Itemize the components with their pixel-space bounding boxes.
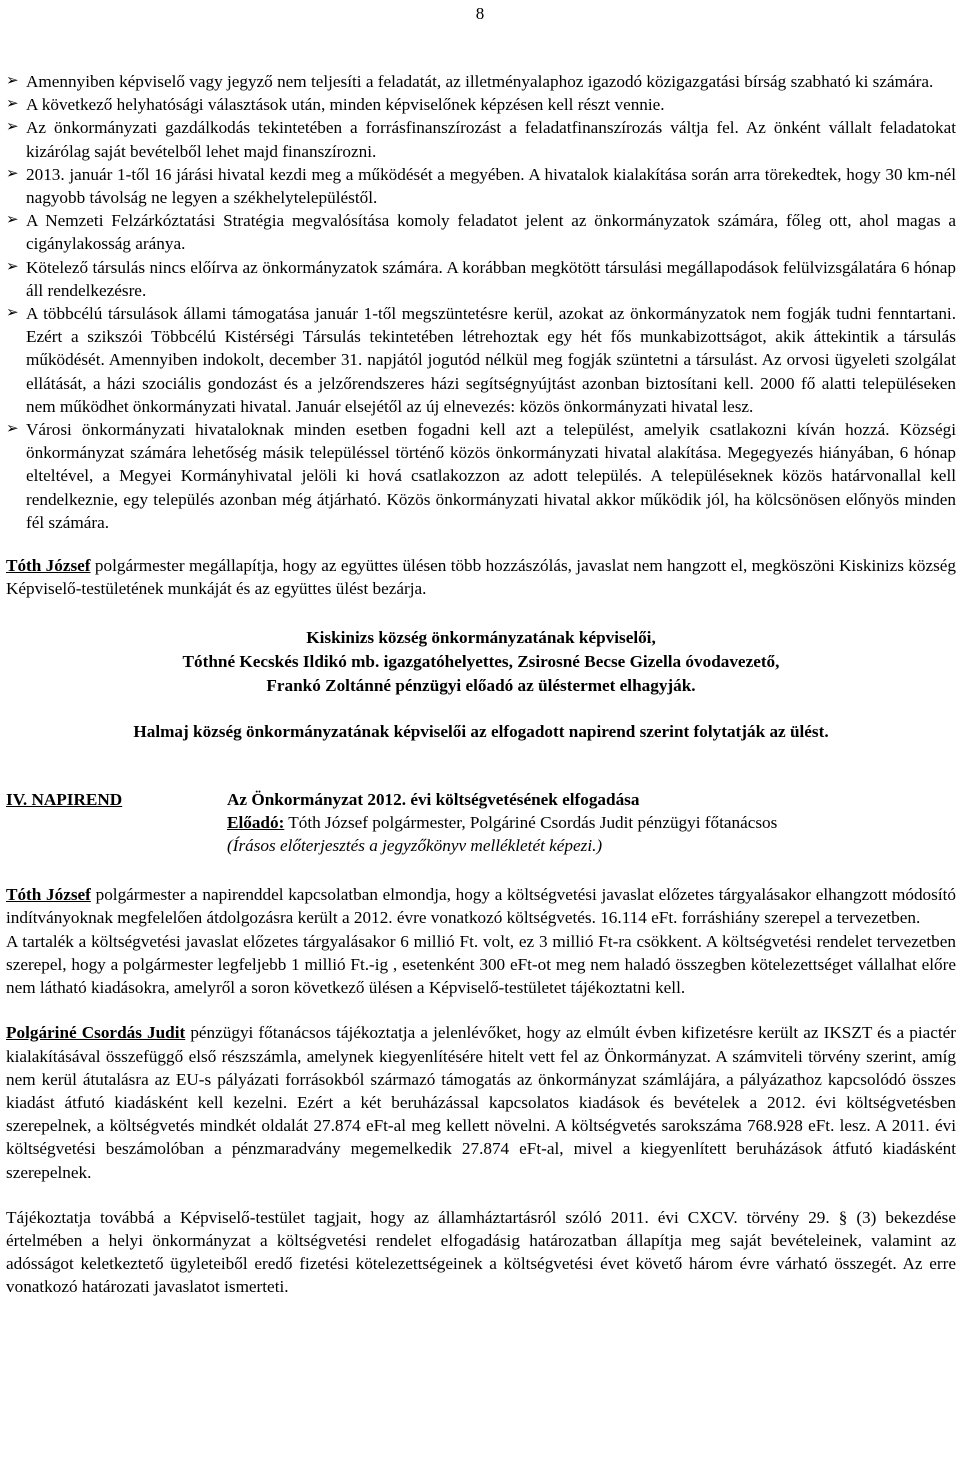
- closing-paragraph: Tóth József polgármester megállapítja, hogy az együttes ülésen több hozzászólás, javaslat nem hangzott el, megköszöni Kiskinizs község Képviselő-testületének munkáját és az együttes ülést bezárja.: [6, 556, 957, 599]
- list-item: ➢ Városi önkormányzati hivataloknak minden esetben fogadni kell azt a települést, amelyik csatlakozni kíván hozzá. Községi önkormányzat számára lehetőség másik településsel történő közös önkormányzati hivatal alakítása. Megegyezés hiányában, 6 hónap elteltével, a Megyei Kormányhivatal jelöli ki hová csatlakozzon az adott település. A településeknek közös határvonallal kell rendelkeznie, egy település azonban még átjárható. Közös önkormányzati hivatal akkor működik jól, ha kölcsönösen előnyös minden fél számára.: [6, 420, 956, 532]
- list-item: ➢ A következő helyhatósági választások után, minden képviselőnek képzésen kell részt vennie.: [6, 95, 665, 115]
- continue-notice: Halmaj község önkormányzatának képviselői az elfogadott napirend szerint folytatják az ülést.: [133, 722, 829, 742]
- arrow-bullet-icon: ➢: [6, 258, 19, 275]
- speaker-name: Polgáriné Csordás Judit: [6, 1023, 186, 1043]
- agenda-presenter: Előadó: Tóth József polgármester, Polgáriné Csordás Judit pénzügyi főtanácsos: [227, 812, 778, 832]
- paragraph-polgarine: Polgáriné Csordás Judit pénzügyi főtanácsos tájékoztatja a jelenlévőket, hogy az elmúlt évben kifizetésre került az IKSZT és a piactér kialakításával összefüggő első részszámla, amelynek kiegyenlítésére hitelt vett fel az Önkormányzat. A számviteli törvény szerint, amíg nem kerül átutalásra az EU-s pályázati forrásokból származó támogatás az önkormányzat számlájára, a pályázathoz kapcsolódó összes kiadást átfutó kiadásként kell kezelni. Ezért a két beruházással kapcsolatos kiadások és bevételek a 2012. évi költségvetésben szerepelnek, a költségvetés mindkét oldalát 27.874 eFt-al meg kellett növelni. A költségvetés sarokszáma 768.928 eFt. lesz. A 2011. évi költségvetési beszámolóban a pénzmaradvány megemelkedik 27.874 eFt-al, mivel a kiegyenlített beruházások átfutó kiadásként szerepelnek.: [6, 1023, 956, 1182]
- arrow-bullet-icon: ➢: [6, 421, 19, 438]
- speaker-name: Tóth József: [6, 885, 91, 905]
- leave-notice: Kiskinizs község önkormányzatának képviselői, Tóthné Kecskés Ildikó mb. igazgatóhelyettes, Zsirosné Becse Gizella óvodavezető, Frankó Zoltánné pénzügyi előadó az üléstermet elhagyják.: [182, 628, 780, 696]
- list-item: ➢ Az önkormányzati gazdálkodás tekintetében a forrásfinanszírozást a feladatfinanszírozás váltja fel. Az önként vállalt feladatokat kizárólag saját bevételből lehet majd finanszírozni.: [6, 118, 956, 161]
- arrow-bullet-icon: ➢: [6, 305, 19, 322]
- bullet-list: [6, 70, 956, 534]
- speaker-name: Tóth József: [6, 556, 91, 576]
- list-item: ➢ Amennyiben képviselő vagy jegyző nem teljesíti a feladatát, az illetményalaphoz igazodó közigazgatási bírság szabható ki számára.: [6, 72, 934, 91]
- list-item: ➢ A többcélú társulások állami támogatása január 1-től megszüntetésre kerül, azokat az önkormányzatok nem fogják tudni fenntartani. Ezért a szikszói Többcélú Kistérségi Társulás tekintetében létrehoztak egy hét fős munkabizottságot, akik áttekintik a társulás működését. Amennyiben indokolt, december 31. napjától jogutód nélkül meg fogják szüntetni a társulást. Az orvosi ügyeleti szolgálat ellátását, a házi szociális gondozást és a jelzőrendszeres házi segítségnyújtást azonban biztosítani kell. 2000 fő alatti településeken nem működhet önkormányzati hivatal. Január elsejétől az új elnevezés: közös önkormányzati hivatal lesz.: [6, 304, 956, 416]
- page-number: 8: [475, 4, 485, 23]
- agenda-label: IV. NAPIREND: [6, 789, 123, 809]
- paragraph-last: Tájékoztatja továbbá a Képviselő-testület tagjait, hogy az államháztartásról szóló 2011. évi CXCV. törvény 29. § (3) bekezdése értelmében a helyi önkormányzat a költségvetési rendelet elfogadásig határozatban állapítja meg saját bevételeinek, valamint az adósságot keletkeztető ügyleteiből eredő fizetési kötelezettségeinek a költségvetési évet követő három évre várható összegét. Az erre vonatkozó határozati javaslatot ismerteti.: [6, 1207, 956, 1297]
- document-body: [6, 70, 956, 1299]
- arrow-bullet-icon: ➢: [6, 165, 19, 182]
- paragraph-toth: Tóth József polgármester a napirenddel kapcsolatban elmondja, hogy a költségvetési javaslat előzetes tárgyalásakor elhangzott módosító indítványoknak megfelelően átdolgozásra került a 2012. évre vonatkozó költségvetés. 16.114 eFt. forráshiány szerepel a tervezetben.: [6, 885, 956, 928]
- arrow-bullet-icon: ➢: [6, 96, 19, 113]
- list-item: ➢ 2013. január 1-től 16 járási hivatal kezdi meg a működését a megyében. A hivatalok kialakítása során arra törekedtek, hogy 30 km-nél nagyobb távolság ne legyen a székhelytelepüléstől.: [6, 164, 956, 208]
- arrow-bullet-icon: ➢: [6, 119, 19, 136]
- agenda-title: Az Önkormányzat 2012. évi költségvetésének elfogadása: [227, 789, 640, 809]
- agenda-note: (Írásos előterjesztés a jegyzőkönyv mellékletét képezi.): [227, 836, 603, 856]
- list-item: ➢ Kötelező társulás nincs előírva az önkormányzatok számára. A korábban megkötött társulási megállapodások felülvizsgálatára 6 hónap áll rendelkezésre.: [6, 257, 956, 300]
- arrow-bullet-icon: ➢: [6, 212, 19, 229]
- agenda-section: [6, 788, 956, 858]
- list-item: ➢ A Nemzeti Felzárkóztatási Stratégia megvalósítása komoly feladatot jelent az önkormányzatok számára, főleg ott, ahol magas a cigánylakosság aránya.: [6, 211, 956, 254]
- paragraph-reserve: A tartalék a költségvetési javaslat előzetes tárgyalásakor 6 millió Ft. volt, ez 3 millió Ft-ra csökkent. A költségvetési rendelet tervezetben szerepel, hogy a polgármester legfeljebb 1 millió Ft.-ig , esetenként 300 eFt-ot meg nem haladó összegben kötelezettséget vállalhat előre nem látható kiadásokra, amelyről a soron következő ülésen a Képviselő-testületet tájékoztatni kell.: [6, 931, 956, 998]
- arrow-bullet-icon: ➢: [6, 73, 19, 89]
